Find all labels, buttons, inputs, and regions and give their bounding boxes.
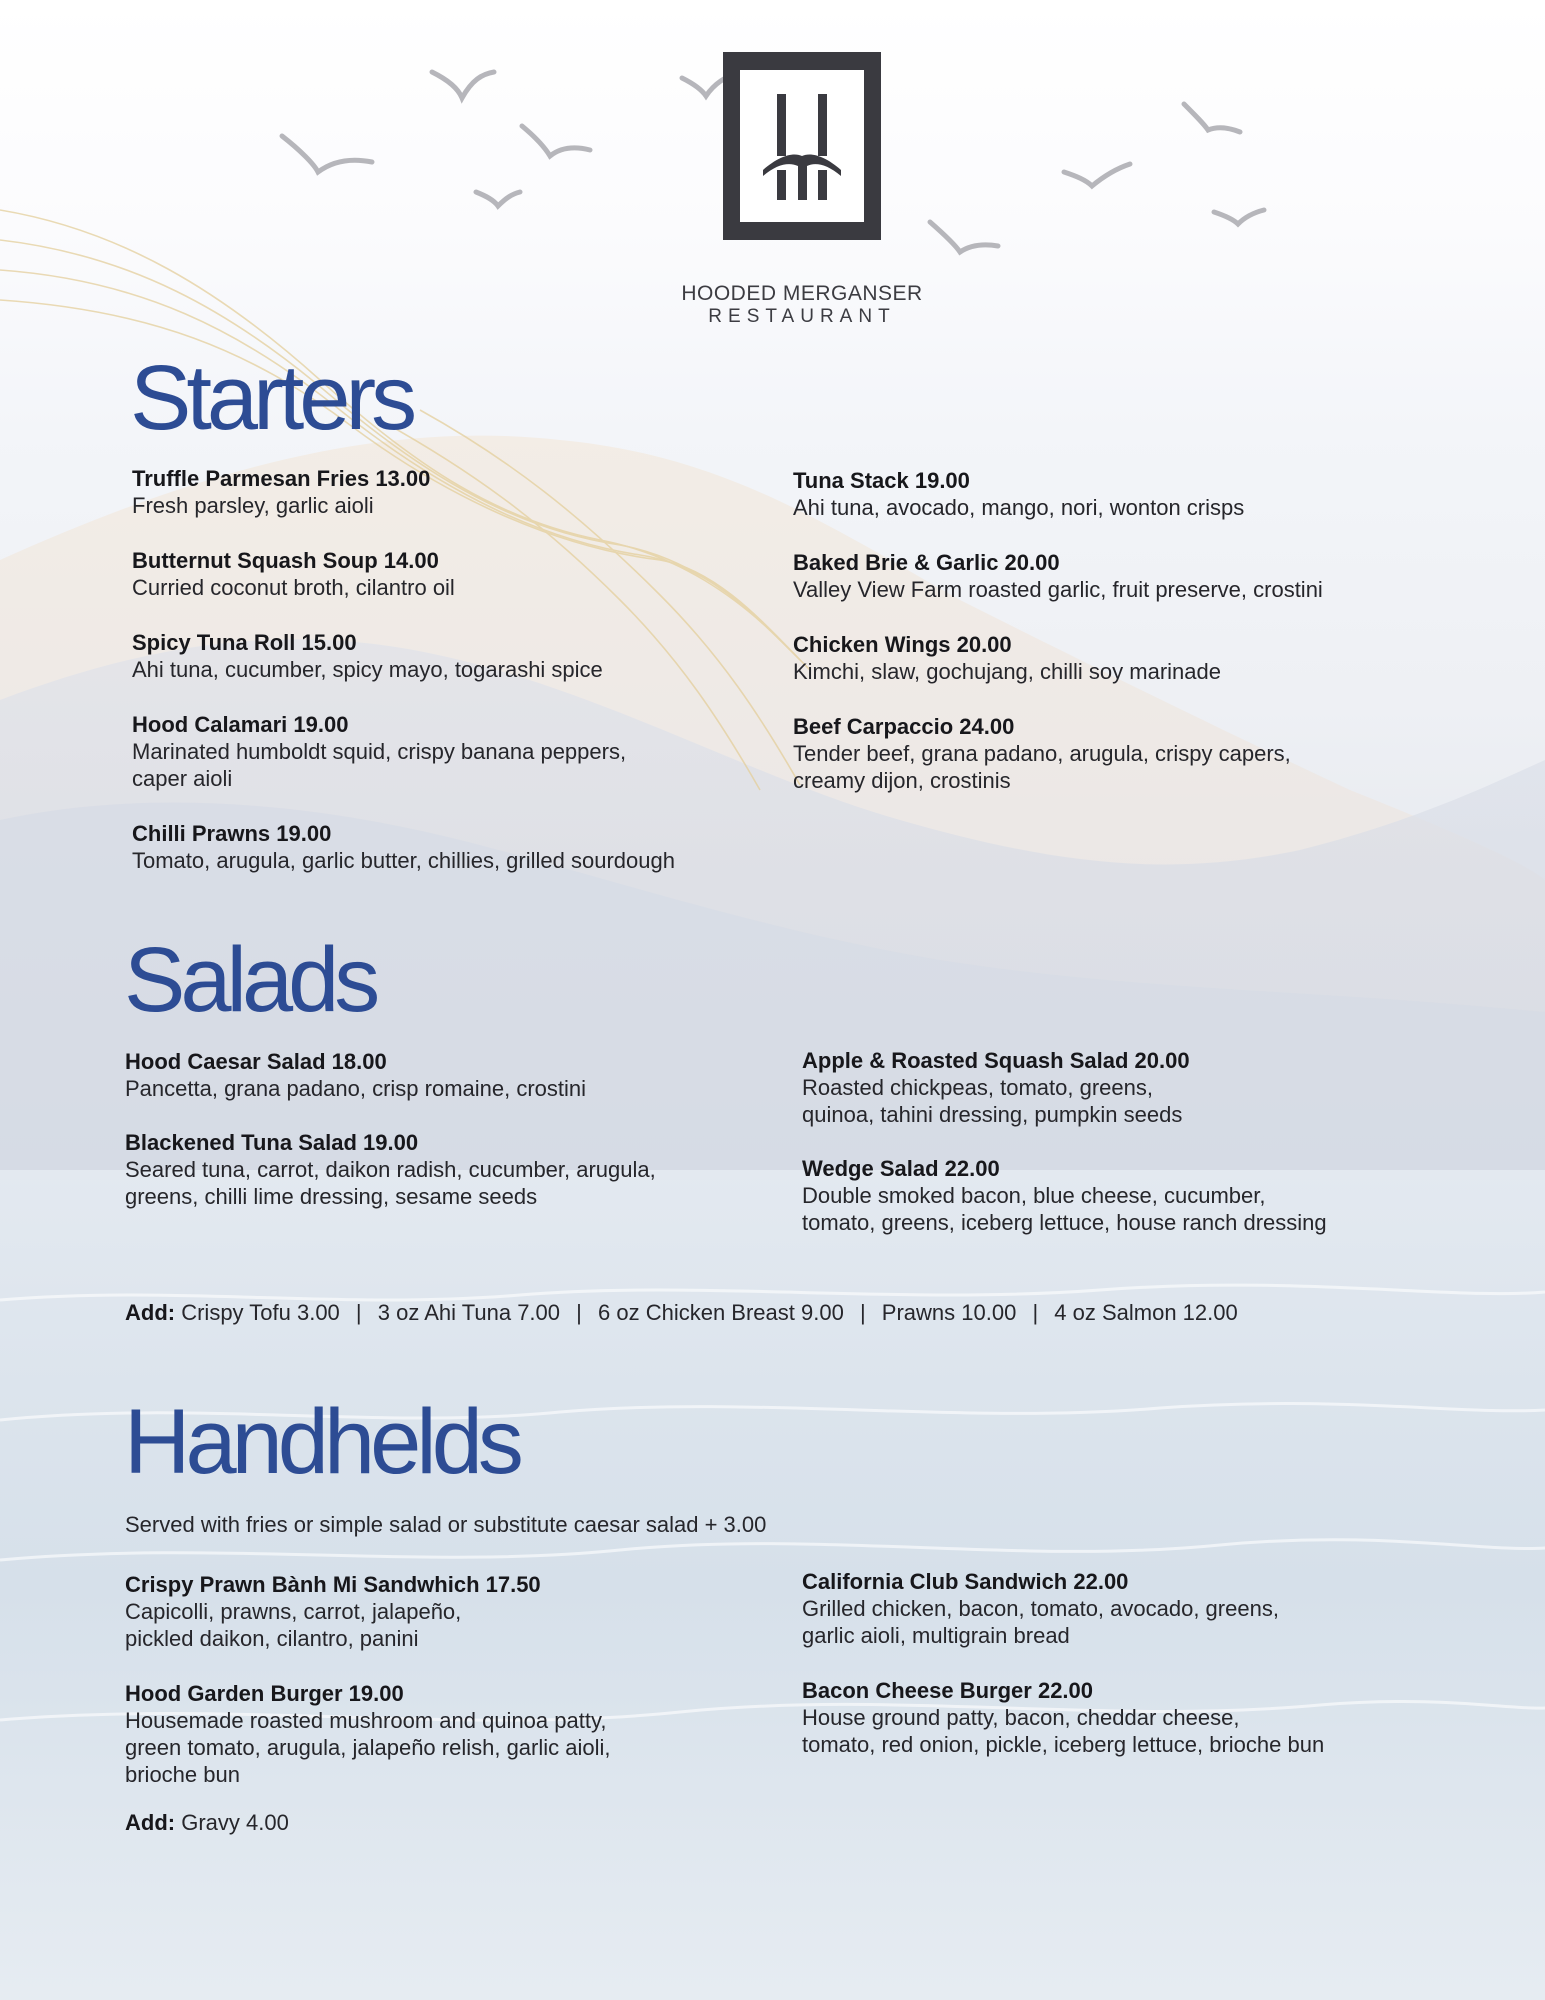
item-name: Tuna Stack 19.00 [793, 468, 970, 493]
menu-item [125, 1129, 656, 1210]
item-description: Curried coconut broth, cilantro oil [132, 575, 455, 600]
item-description: House ground patty, bacon, cheddar cheese, tomato, red onion, pickle, iceberg lettuce, brioche bun [802, 1705, 1325, 1757]
item-description: Seared tuna, carrot, daikon radish, cucumber, arugula, greens, chilli lime dressing, sesame seeds [125, 1157, 656, 1209]
hm-monogram-icon [723, 52, 881, 240]
starters-right-column [793, 467, 1323, 794]
menu-item [132, 629, 675, 683]
add-option: Prawns 10.00 [881, 1300, 1017, 1325]
menu-item [125, 1571, 611, 1652]
separator: | [355, 1300, 362, 1325]
item-description: Grilled chicken, bacon, tomato, avocado, greens, garlic aioli, multigrain bread [802, 1596, 1279, 1648]
add-option: Crispy Tofu 3.00 [181, 1300, 340, 1325]
menu-item [125, 1048, 656, 1102]
section-title-starters: Starters [130, 347, 413, 449]
item-name: Baked Brie & Garlic 20.00 [793, 550, 1060, 575]
separator: | [576, 1300, 582, 1325]
item-description: Tomato, arugula, garlic butter, chillies, grilled sourdough [132, 848, 675, 873]
item-description: Housemade roasted mushroom and quinoa patty, green tomato, arugula, jalapeño relish, garlic aioli, brioche bun [125, 1708, 611, 1787]
add-option: 3 oz Ahi Tuna 7.00 [377, 1300, 561, 1325]
item-name: Chicken Wings 20.00 [793, 632, 1012, 657]
add-option: Gravy 4.00 [181, 1810, 289, 1835]
item-description: Pancetta, grana padano, crisp romaine, crostini [125, 1076, 587, 1101]
item-description: Roasted chickpeas, tomato, greens, quinoa, tahini dressing, pumpkin seeds [802, 1075, 1183, 1127]
item-name: Hood Calamari 19.00 [132, 712, 349, 737]
item-description: Tender beef, grana padano, arugula, crispy capers, creamy dijon, crostinis [793, 741, 1291, 793]
menu-item [132, 820, 675, 874]
menu-item [125, 1680, 611, 1788]
item-name: Blackened Tuna Salad 19.00 [125, 1130, 419, 1155]
item-name: Apple & Roasted Squash Salad 20.00 [802, 1048, 1190, 1073]
item-name: Hood Garden Burger 19.00 [125, 1681, 404, 1706]
item-name: Wedge Salad 22.00 [802, 1156, 1000, 1181]
add-label: Add: [125, 1810, 176, 1835]
restaurant-subtitle: RESTAURANT [708, 306, 896, 327]
menu-item [793, 713, 1323, 794]
add-label: Add: [125, 1300, 176, 1325]
item-description: Double smoked bacon, blue cheese, cucumber, tomato, greens, iceberg lettuce, house ranch dressing [802, 1183, 1327, 1235]
item-name: Beef Carpaccio 24.00 [793, 714, 1015, 739]
item-name: Butternut Squash Soup 14.00 [132, 548, 439, 573]
item-description: Kimchi, slaw, gochujang, chilli soy marinade [793, 659, 1221, 684]
item-name: Truffle Parmesan Fries 13.00 [132, 466, 431, 491]
add-option: 4 oz Salmon 12.00 [1054, 1300, 1238, 1325]
item-description: Fresh parsley, garlic aioli [132, 493, 374, 518]
item-description: Ahi tuna, avocado, mango, nori, wonton crisps [793, 495, 1245, 520]
menu-item [793, 467, 1323, 521]
separator: | [859, 1300, 866, 1325]
section-title-salads: Salads [124, 929, 376, 1031]
item-name: California Club Sandwich 22.00 [802, 1569, 1129, 1594]
handhelds-right-column [802, 1568, 1324, 1758]
handhelds-left-column [125, 1571, 611, 1788]
item-description: Capicolli, prawns, carrot, jalapeño, pickled daikon, cilantro, panini [125, 1599, 462, 1651]
starters-left-column [132, 465, 675, 874]
restaurant-name: HOODED MERGANSER [681, 282, 923, 305]
item-description: Valley View Farm roasted garlic, fruit preserve, crostini [793, 577, 1323, 602]
item-name: Crispy Prawn Bành Mi Sandwhich 17.50 [125, 1572, 541, 1597]
item-name: Spicy Tuna Roll 15.00 [132, 630, 357, 655]
menu-item [132, 547, 675, 601]
restaurant-logo [723, 52, 881, 240]
salads-right-column [802, 1047, 1327, 1236]
handhelds-intro: Served with fries or simple salad or substitute caesar salad + 3.00 [125, 1512, 767, 1537]
menu-item [802, 1677, 1324, 1758]
item-name: Chilli Prawns 19.00 [132, 821, 332, 846]
handhelds-add-ons [125, 1809, 289, 1836]
menu-item [802, 1155, 1327, 1236]
item-name: Bacon Cheese Burger 22.00 [802, 1678, 1094, 1703]
menu-item [802, 1568, 1324, 1649]
menu-item [793, 549, 1323, 603]
add-option: 6 oz Chicken Breast 9.00 [598, 1300, 844, 1325]
menu-item [132, 465, 675, 519]
section-title-handhelds: Handhelds [124, 1391, 519, 1493]
item-name: Hood Caesar Salad 18.00 [125, 1049, 387, 1074]
salads-add-ons [125, 1299, 1238, 1326]
menu-item [132, 711, 675, 792]
separator: | [1032, 1300, 1039, 1325]
menu-item [793, 631, 1323, 685]
salads-left-column [125, 1048, 656, 1210]
item-description: Ahi tuna, cucumber, spicy mayo, togarashi spice [132, 657, 603, 682]
menu-item [802, 1047, 1327, 1128]
item-description: Marinated humboldt squid, crispy banana peppers, caper aioli [132, 739, 627, 791]
